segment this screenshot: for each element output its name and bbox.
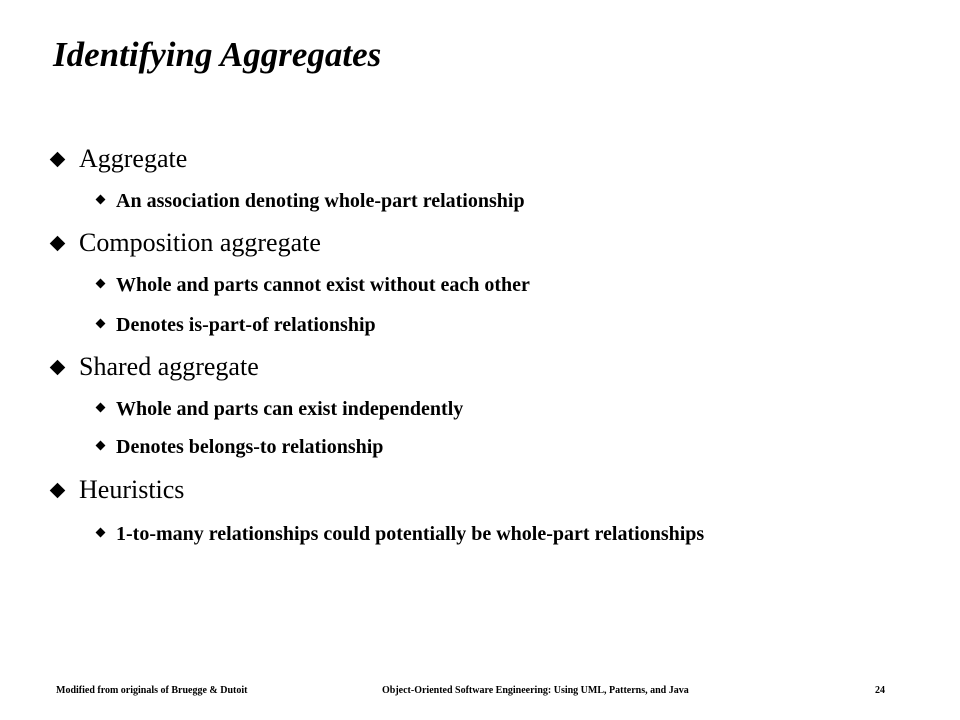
bullet-aggregate: [52, 145, 187, 174]
slide-title: Identifying Aggregates: [53, 35, 382, 74]
diamond-bullet-icon: [50, 483, 66, 499]
diamond-bullet-icon: [50, 152, 66, 168]
sub-bullet-text: Whole and parts can exist independently: [116, 398, 464, 420]
sub-bullet: [97, 522, 776, 546]
sub-bullet: [97, 435, 776, 459]
sub-bullet: [97, 189, 776, 213]
diamond-bullet-icon: [96, 528, 106, 538]
sub-bullet: [97, 273, 776, 297]
sub-bullet-text: Denotes is-part-of relationship: [116, 314, 376, 336]
footer-credit: Modified from originals of Bruegge & Dutoit: [56, 685, 248, 696]
diamond-bullet-icon: [96, 195, 106, 205]
sub-bullet: [97, 397, 776, 421]
bullet-heading: Composition aggregate: [79, 228, 321, 257]
footer-book-title: Object-Oriented Software Engineering: Using UML, Patterns, and Java: [382, 685, 689, 696]
diamond-bullet-icon: [96, 441, 106, 451]
bullet-heuristics: [52, 476, 184, 505]
bullet-heading: Shared aggregate: [79, 352, 259, 381]
diamond-bullet-icon: [96, 319, 106, 329]
bullet-heading: Aggregate: [79, 144, 188, 173]
sub-bullet-text: Whole and parts cannot exist without each other: [116, 274, 530, 296]
diamond-bullet-icon: [96, 403, 106, 413]
bullet-heading: Heuristics: [79, 475, 185, 504]
diamond-bullet-icon: [50, 236, 66, 252]
sub-bullet: [97, 313, 776, 337]
bullet-composition-aggregate: [52, 229, 321, 258]
bullet-shared-aggregate: [52, 353, 259, 382]
diamond-bullet-icon: [96, 279, 106, 289]
page-number: 24: [875, 685, 885, 696]
sub-bullet-text: 1-to-many relationships could potentially be whole-part relationships: [116, 523, 705, 545]
sub-bullet-text: An association denoting whole-part relationship: [116, 190, 525, 212]
diamond-bullet-icon: [50, 360, 66, 376]
sub-bullet-text: Denotes belongs-to relationship: [116, 436, 384, 458]
